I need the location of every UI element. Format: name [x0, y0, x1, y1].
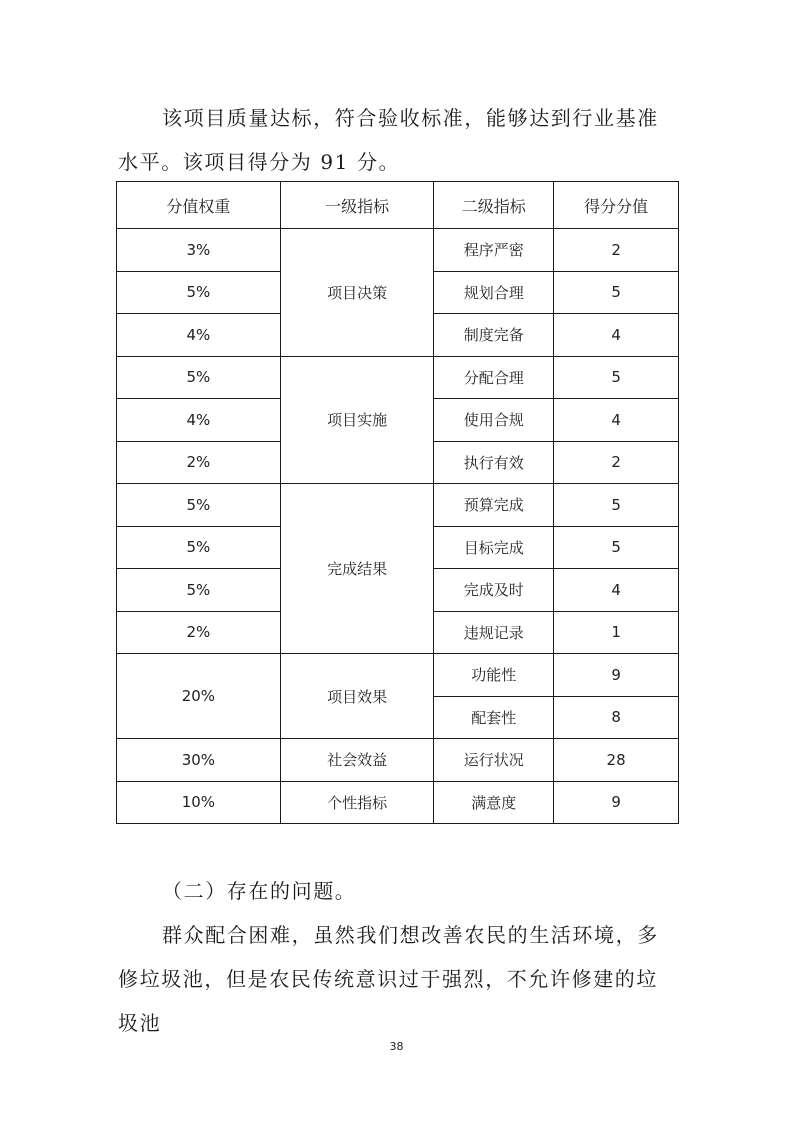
section-heading: （二）存在的问题。 — [162, 879, 357, 903]
table-row — [117, 484, 679, 527]
level2-cell: 目标完成 — [434, 526, 554, 569]
level2-cell: 完成及时 — [434, 569, 554, 612]
score-cell: 4 — [554, 569, 679, 612]
score-cell: 5 — [554, 271, 679, 314]
score-table — [116, 181, 679, 824]
level2-cell: 执行有效 — [434, 441, 554, 484]
score-cell: 1 — [554, 611, 679, 654]
level2-cell: 运行状况 — [434, 739, 554, 782]
weight-cell: 4% — [117, 314, 281, 357]
intro-paragraph: 该项目质量达标，符合验收标准，能够达到行业基准水平。该项目得分为 91 分。 — [118, 106, 659, 174]
level2-cell: 预算完成 — [434, 484, 554, 527]
level2-cell: 规划合理 — [434, 271, 554, 314]
level2-cell: 分配合理 — [434, 356, 554, 399]
body-paragraph: 群众配合困难，虽然我们想改善农民的生活环境，多修垃圾池，但是农民传统意识过于强烈，不允许修建的垃圾池 — [118, 923, 659, 1035]
weight-cell: 2% — [117, 441, 281, 484]
table-row — [117, 739, 679, 782]
level1-cell: 项目实施 — [280, 356, 434, 484]
score-cell: 8 — [554, 696, 679, 739]
table-row — [117, 781, 679, 824]
weight-cell: 2% — [117, 611, 281, 654]
weight-cell: 30% — [117, 739, 281, 782]
header-score: 得分分值 — [554, 182, 679, 229]
level2-cell: 功能性 — [434, 654, 554, 697]
score-cell: 9 — [554, 654, 679, 697]
score-cell: 5 — [554, 484, 679, 527]
table-header-row — [117, 182, 679, 229]
score-cell: 5 — [554, 356, 679, 399]
header-level2: 二级指标 — [434, 182, 554, 229]
level1-cell: 完成结果 — [280, 484, 434, 654]
level2-cell: 使用合规 — [434, 399, 554, 442]
level1-cell: 项目效果 — [280, 654, 434, 739]
weight-cell: 10% — [117, 781, 281, 824]
score-cell: 2 — [554, 229, 679, 272]
page-number: 38 — [389, 1040, 404, 1053]
level2-cell: 制度完备 — [434, 314, 554, 357]
weight-cell: 5% — [117, 484, 281, 527]
score-cell: 9 — [554, 781, 679, 824]
weight-cell: 3% — [117, 229, 281, 272]
level2-cell: 满意度 — [434, 781, 554, 824]
weight-cell: 20% — [117, 654, 281, 739]
table-row — [117, 229, 679, 272]
level2-cell: 违规记录 — [434, 611, 554, 654]
header-weight: 分值权重 — [117, 182, 281, 229]
level2-cell: 程序严密 — [434, 229, 554, 272]
level2-cell: 配套性 — [434, 696, 554, 739]
weight-cell: 5% — [117, 526, 281, 569]
table-row — [117, 356, 679, 399]
score-cell: 5 — [554, 526, 679, 569]
level1-cell: 项目决策 — [280, 229, 434, 357]
table-row — [117, 654, 679, 697]
score-cell: 2 — [554, 441, 679, 484]
weight-cell: 5% — [117, 271, 281, 314]
weight-cell: 4% — [117, 399, 281, 442]
weight-cell: 5% — [117, 569, 281, 612]
weight-cell: 5% — [117, 356, 281, 399]
level1-cell: 社会效益 — [280, 739, 434, 782]
score-cell: 28 — [554, 739, 679, 782]
level1-cell: 个性指标 — [280, 781, 434, 824]
header-level1: 一级指标 — [280, 182, 434, 229]
score-cell: 4 — [554, 314, 679, 357]
score-cell: 4 — [554, 399, 679, 442]
